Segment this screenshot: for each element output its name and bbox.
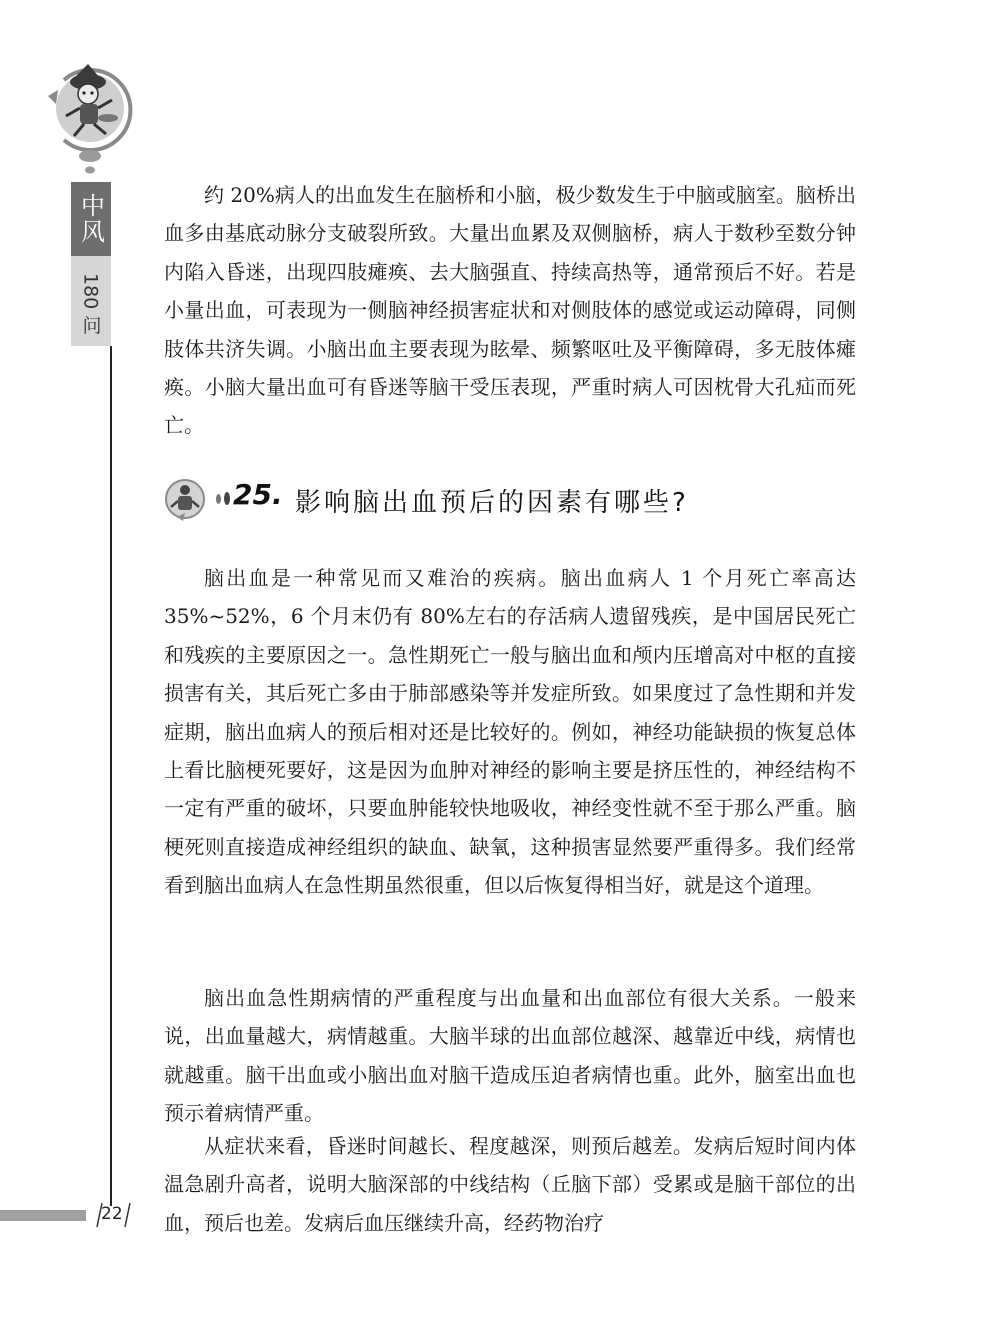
paragraph-4: 从症状来看，昏迷时间越长、程度越深，则预后越差。发病后短时间内体温急剧升高者，说明大脑深部的中线结构（丘脑下部）受累或是脑干部位的出血，预后也差。发病后血压继续升高，经药物治疗 [164,1134,856,1235]
book-title: 中风 [71,182,111,256]
heading-dot [216,494,221,504]
page-number-bar [0,1210,86,1221]
paragraph-3: 脑出血急性期病情的严重程度与出血量和出血部位有很大关系。一般来说，出血量越大，病情越重。大脑半球的出血部位越深、越靠近中线，病情也就越重。脑干出血或小脑出血对脑干造成压迫者病情也重。此外，脑室出血也预示着病情严重。 [164,986,856,1126]
section-heading [163,474,863,526]
margin-rule [110,346,112,1206]
page-number: 22 [101,1204,123,1224]
book-subtitle: 180 问 [79,273,102,335]
page-number-box [88,1200,132,1230]
paragraph-2: 脑出血是一种常见而又难治的疾病。脑出血病人 1 个月死亡率高达 35%~52%，6 个月末仍有 80%左右的存活病人遗留残疾，是中国居民死亡和残疾的主要原因之一。急性期死亡一般与脑出血和颅内压增高对中枢的直接损害有关，其后死亡多由于肺部感染等并发症所致。如果度过了急性期和并发症期，脑出血病人的预后相对还是比较好的。例如，神经功能缺损的恢复总体上看比脑梗死要好，这是因为血肿对神经的影响主要是挤压性的，神经结构不一定有严重的破坏，只要血肿能较快地吸收，神经变性就不至于那么严重。脑梗死则直接造成神经组织的缺血、缺氧，这种损害显然要严重得多。我们经常看到脑出血病人在急性期虽然很重，但以后恢复得相当好，就是这个道理。 [164,566,856,898]
section-number: 25. [233,478,283,511]
chapter-side-tab [71,182,111,346]
section-title: 影响脑出血预后的因素有哪些? [295,488,689,518]
person-in-circle-icon [163,475,207,523]
paragraph-1: 约 20%病人的出血发生在脑桥和小脑，极少数发生于中脑或脑室。脑桥出血多由基底动脉分支破裂所致。大量出血累及双侧脑桥，病人于数秒至数分钟内陷入昏迷，出现四肢瘫痪、去大脑强直、持续高热等，通常预后不好。若是小量出血，可表现为一侧脑神经损害症状和对侧肢体的感觉或运动障碍，同侧肢体共济失调。小脑出血主要表现为眩晕、频繁呕吐及平衡障碍，多无肢体瘫痪。小脑大量出血可有昏迷等脑干受压表现，严重时病人可因枕骨大孔疝而死亡。 [164,183,856,438]
mascot-icon [44,60,136,176]
heading-dot [224,492,230,505]
